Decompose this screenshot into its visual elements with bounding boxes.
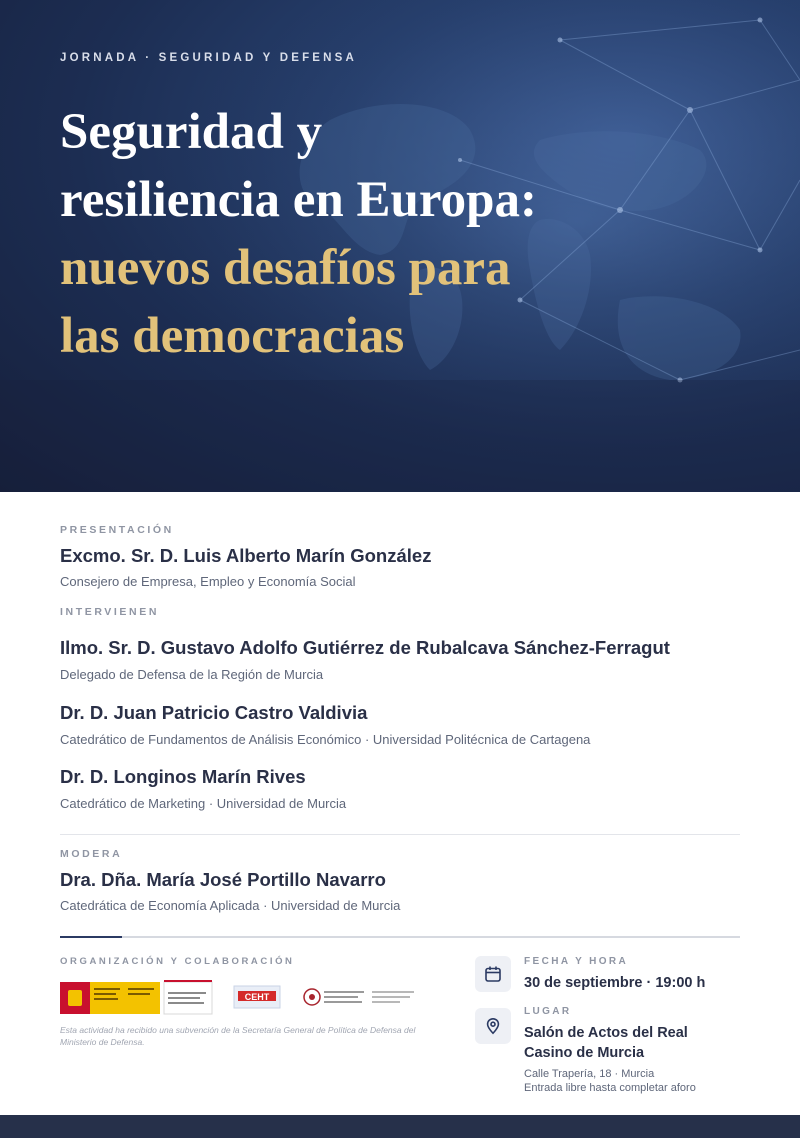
presentacion-label: PRESENTACIÓN [60,524,174,536]
organizacion-label: ORGANIZACIÓN Y COLABORACIÓN [60,956,295,967]
fecha-block [524,956,754,993]
lugar-block [524,1006,754,1095]
divider [60,936,740,938]
footer-bar [0,1115,800,1138]
title-line-1: Seguridad y [60,104,323,160]
title-line-2: resiliencia en Europa: [60,172,537,228]
speaker-role: Catedrático de Marketing · Universidad de Murcia [60,796,347,811]
moderator-role: Catedrática de Economía Aplicada · Universidad de Murcia [60,898,401,913]
location-pin-icon [475,1008,511,1044]
fecha-value: 30 de septiembre · 19:00 h [524,975,706,991]
intervienen-section [60,606,740,618]
lugar-address: Calle Trapería, 18 · Murcia [524,1068,655,1080]
funding-disclaimer: Esta actividad ha recibido una subvención de la Secretaría General de Política de Defensa del Ministerio de Defensa. [60,1025,416,1047]
svg-text:CEHT: CEHT [244,992,270,1002]
logo-universidad-murcia [304,989,414,1005]
speaker-item [60,766,740,811]
title-line-3: nuevos desafíos para [60,240,511,296]
presenter-name: Excmo. Sr. D. Luis Alberto Marín González [60,545,432,566]
page-title [60,98,740,370]
modera-label: MODERA [60,848,123,860]
speaker-role: Catedrático de Fundamentos de Análisis Económico · Universidad Politécnica de Cartagena [60,732,591,747]
lugar-note: Entrada libre hasta completar aforo [524,1082,696,1094]
intervienen-label: INTERVIENEN [60,606,160,618]
sponsor-logos [60,980,430,1016]
presentacion-section [60,524,740,589]
modera-section [60,848,740,913]
speaker-item [60,637,740,682]
speaker-name: Dr. D. Longinos Marín Rives [60,766,306,787]
fecha-label: FECHA Y HORA [524,956,629,967]
organizacion-section [60,956,440,967]
lugar-value-line-2: Casino de Murcia [524,1045,645,1061]
presenter-role: Consejero de Empresa, Empleo y Economía Social [60,574,356,589]
speaker-name: Ilmo. Sr. D. Gustavo Adolfo Gutiérrez de Rubalcava Sánchez-Ferragut [60,637,670,658]
logo-ceht [234,986,280,1008]
moderator-name: Dra. Dña. María José Portillo Navarro [60,869,386,890]
logo-ministerio-defensa [60,980,212,1014]
speaker-name: Dr. D. Juan Patricio Castro Valdivia [60,702,368,723]
divider [60,834,740,835]
speaker-item [60,702,740,747]
event-kicker: JORNADA · SEGURIDAD Y DEFENSA [60,52,358,64]
calendar-icon [475,956,511,992]
hero-banner [0,0,800,492]
lugar-label: LUGAR [524,1006,572,1017]
title-line-4: las democracias [60,308,405,364]
speaker-role: Delegado de Defensa de la Región de Murcia [60,667,324,682]
lugar-value-line-1: Salón de Actos del Real [524,1025,688,1041]
